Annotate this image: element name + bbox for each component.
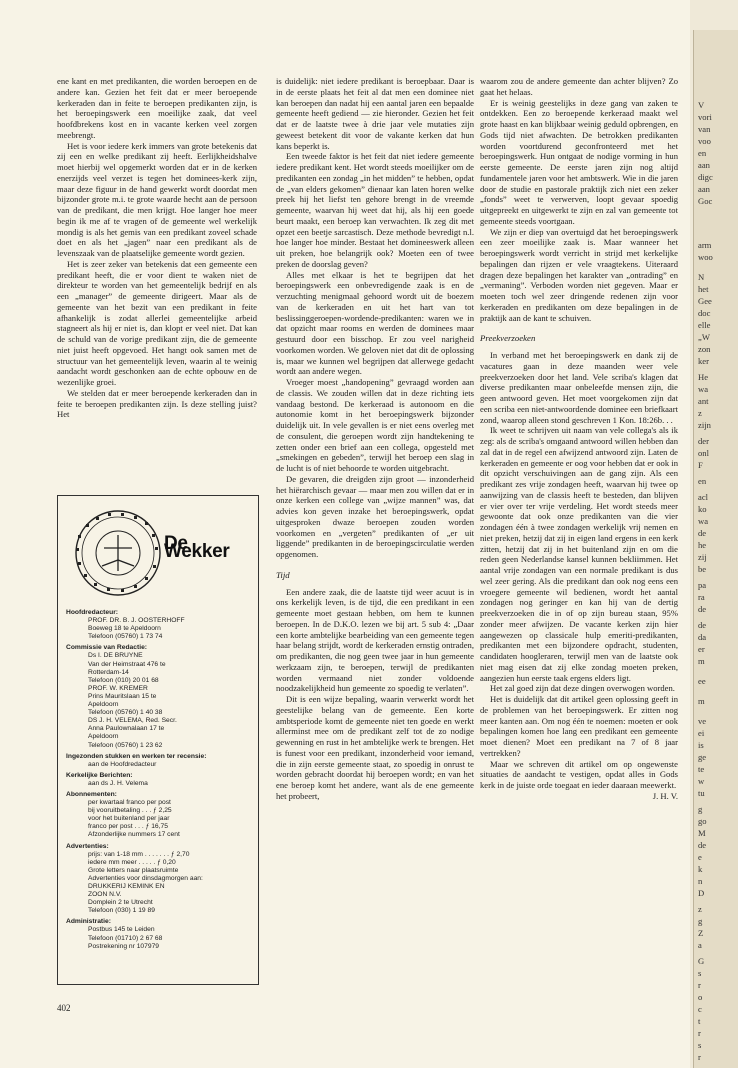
masthead-line: Telefoon (030) 1 19 89 [88,907,155,915]
adjacent-page-fragment: onl [698,448,709,458]
paragraph: De gevaren, die dreigden zijn groot — inzonderheid het hiërarchisch gevaar — maar men zou willen dat er in onze kerken een college van „wijze mannen” was, dat advies kon geven inzake het beroepingswerk, opdat uitgesproken dwaze beroepen zouden worden voorkomen en „vergeten” predikanten of „er uit liggende” predikanten in de beroepingscirculatie werden opgenomen. [276,473,474,559]
adjacent-page-fragment: acl [698,492,709,502]
adjacent-page-fragment: G [698,956,705,966]
masthead-line: Boeweg 18 te Apeldoorn [88,625,161,633]
adjacent-page-fragment: z [698,904,702,914]
adjacent-page-fragment: n [698,876,703,886]
adjacent-page-fragment: a [698,940,702,950]
masthead-line: Telefoon (05760) 1 73 74 [88,633,163,641]
masthead-heading: Commissie van Redactie: [66,644,148,652]
masthead-line: franco per post . . . ƒ 16,75 [88,823,168,831]
masthead-line: PROF. DR. B. J. OOSTERHOFF [88,617,185,625]
masthead-line: PROF. W. KREMER [88,684,148,692]
church-seal-logo [68,508,168,598]
adjacent-page-fragment: aan [698,184,710,194]
adjacent-page-fragment: pa [698,580,707,590]
adjacent-page-fragment: Goc [698,196,713,206]
masthead-line: aan ds J. H. Velema [88,779,148,787]
adjacent-page-fragment: m [698,696,705,706]
paragraph: Een andere zaak, die de laatste tijd weer acuut is in ons kerkelijk leven, is de tijd, die een predikant in een gemeente moet gestaan hebben, om hem te kunnen beroepen. In de D.K.O. lezen we bij art. 5 sub 4: „Daar een korte ambtelijke bearbeiding van een gemeente tegen haar belang strijdt, wordt de kerkeraden ernstig ontraden, om predikanten, die nog geen twee jaar in hun gemeente werkzaam zijn, te beroepen, terwijl de predikanten worden vermaand niet zonder voldoende noodzakelijkheid hun gemeente zo spoedig te verlaten”. [276,586,474,694]
adjacent-page-fragment: tu [698,788,705,798]
masthead-box [57,495,259,985]
adjacent-page-fragment: te [698,764,705,774]
adjacent-page-fragment: V [698,100,705,110]
adjacent-page-fragment: D [698,888,705,898]
adjacent-page-fragment: r [698,980,701,990]
paragraph: Er is weinig geestelijks in deze gang van zaken te ontdekken. Een zo beroepende kerkeraad maakt wel grote haast en kan blijkbaar weinig geduld opbrengen, en Gods tijd niet afwachten. De betrokken predikanten worden voortdurend geconfronteerd met het beroepingswerk. Hun ontgaat de nodige vorming in hun eerste gemeente. De eerste jaren zijn nog altijd fundamentele jaren voor het ambtswerk. Wie in die jaren door de studie en pastorale praktijk zich niet een zeker „fonds” weet te verwerven, loopt gevaar spoedig uitgepreekt en uitgewerkt te zijn en zal van gemeente tot gemeente steeds voortgaan. [480,97,678,226]
adjacent-page-fragment: F [698,460,703,470]
adjacent-page-fragment: elle [698,320,711,330]
adjacent-page-fragment: N [698,272,705,282]
masthead-line: Rotterdam-14 [88,668,129,676]
masthead-line: bij vooruitbetaling . . . ƒ 2,25 [88,807,172,815]
paragraph: is duidelijk: niet iedere predikant is beroepbaar. Daar is in de eerste plaats het feit al dat men een dominee niet kan beroepen dan nadat hij een aantal jaren een bepaalde gemeente heeft gediend — zie hieronder. Gezien het feit dat er de laatste twee à drie jaar vele mutaties zijn geweest betekent dit voor de vakante kerken dat hun kans beperkt is. [276,76,474,151]
adjacent-page-fragment: „W [698,332,710,342]
masthead-heading: Abonnementen: [66,790,117,798]
paragraph: Een tweede faktor is het feit dat niet iedere gemeente iedere predikant kent. Het wordt steeds moeilijker om de predikanten een zondag „in het midden” te hebben, opdat de „van elders gekomen” dienaar kan laten horen welke preek hij het liefst ten gehore brengt in de vreemde gemeente, waarvan hij weet dat hij, als hij een goede beurt maakt, een beroep kan verwachten. Ik zeg dit met opzet een beetje sarcastisch. Deze methode bevredigt n.l. hoe langer hoe minder. Bestaat het domineeswerk alleen uit preken, hoe belangrijk ook? Moeten een of twee preken de doorslag geven? [276,151,474,269]
adjacent-page-fragment: M [698,828,706,838]
masthead-line: Advertenties voor dinsdagmorgen aan: [88,874,203,882]
adjacent-page-fragment: z [698,408,702,418]
masthead-line: Van der Heimstraat 476 te [88,660,166,668]
masthead-heading: Kerkelijke Berichten: [66,771,133,779]
adjacent-page-fragment: digc [698,172,713,182]
adjacent-page-fragment: be [698,564,707,574]
paragraph: Het is voor iedere kerk immers van grote betekenis dat zij een en welke predikant zij heeft. Eerlijkheidshalve moet hierbij wel opgemerkt worden dat er in de kerken enerzijds veel verzet is tegen het dominees-kerk zijn, maar deze figuur in de hand gewerkt wordt doordat men bijzonder grote m.i. te grote waarde hecht aan de persoon van de predikant, die men krijgt. Hoe langer hoe meer begin ik me af te vragen of de gemeente wel werkelijk mondig is als het gemis van een predikant zoveel schade doet en als het „jagen” naar een predikant als de levenszaak van de plaatselijke gemeente wordt gezien. [57,140,257,258]
adjacent-page-fragment: k [698,864,703,874]
paragraph: We zijn er diep van overtuigd dat het beroepingswerk een zeer moeilijke zaak is. Maar wanneer het beroepingswerk wordt verricht in strijd met kerkelijke bepalingen dan rijzen er vele vraagtekens. Uiteraard dragen deze bepalingen het karakter van „ontrading” en „vermaning”. Verboden worden niet gegeven. Maar er moeten toch wel zeer dringende redenen zijn voor kerkeraden en predikanten om deze bepalingen in de praktijk aan de kant te schuiven. [480,226,678,323]
adjacent-page-fragment: w [698,776,705,786]
paragraph: Alles met elkaar is het te begrijpen dat het beroepingswerk een onbevredigende zaak is en de verzuchting menigmaal gehoord wordt uit de boezem van de kerkeraden en uit het hart van tot beslissinggeroepen-wordende-predikanten: waren we in dat opzicht maar rooms en werden de dominees maar gestuurd door een bisschop. Er zou veel narigheid voorkomen worden. We geloven niet dat dit de oplossing is, maar we kunnen wel begrijpen dat allerwege gedacht wordt aan andere wegen. [276,269,474,377]
adjacent-page-fragment: de [698,620,707,630]
masthead-line: per kwartaal franco per post [88,799,171,807]
adjacent-page-fragment: zij [698,552,707,562]
paragraph: Het zal goed zijn dat deze dingen overwogen worden. [490,683,675,694]
adjacent-page-fragment: voo [698,136,711,146]
masthead-line: DRUKKERIJ KEMINK EN [88,883,165,890]
paragraph: Het is duidelijk dat dit artikel geen oplossing geeft in de problemen van het beroepingswerk. Er zitten nog meer kanten aan. Om nog één te noemen: moeten er ook bepalingen komen hoe lang een predikant een gemeente moet dienen? Moet een predikant na 7 of 8 jaar vertrekken? [480,694,678,758]
adjacent-page-fragment: der [698,436,709,446]
masthead-heading: Ingezonden stukken en werken ter recensie: [66,752,207,760]
masthead-line: Postrekening nr 107979 [88,942,160,950]
adjacent-page-fragment: t [698,1016,701,1026]
adjacent-page-fragment: s [698,1040,702,1050]
adjacent-page-fragment: ee [698,676,706,686]
paragraph: ene kant en met predikanten, die worden beroepen en de andere kan. Gezien het feit dat er meer beroepende kerkeraden dan in feite te beroepen predikanten zijn, is het beroepingswerk een moeilijke zaak, dat veel hoofdbrekens kost en in vacante kerken veel zorgen meebrengt. [57,76,257,140]
adjacent-page-fragment: zijn [698,420,711,430]
adjacent-page-fragment: e [698,852,702,862]
masthead-line: Apeldoorn [88,733,119,741]
adjacent-page-fragment: doc [698,308,711,318]
masthead-line: iedere mm meer . . . . . ƒ 0,20 [88,858,176,866]
masthead-line: Telefoon (01710) 2 67 68 [88,934,163,942]
adjacent-page-fragment: wa [698,384,709,394]
masthead-heading: Administratie: [66,918,111,926]
adjacent-page-fragment: ker [698,356,709,366]
masthead-line: Prins Mauritslaan 15 te [88,692,157,700]
page-number: 402 [57,1003,71,1013]
masthead-line: aan de Hoofdredacteur [88,760,157,768]
masthead-line: voor het buitenland per jaar [88,815,170,823]
column-3 [480,76,678,802]
masthead-line: prijs: van 1-18 mm . . . . . . . ƒ 2,70 [88,850,190,858]
masthead-line: Domplein 2 te Utrecht [88,899,153,907]
adjacent-page-fragment: go [698,816,707,826]
adjacent-page-fragment: vori [698,112,712,122]
masthead-line: Postbus 145 te Leiden [88,926,155,934]
masthead-line: Afzonderlijke nummers 17 cent [88,831,180,839]
adjacent-page-edge [693,30,738,1068]
adjacent-page-fragment: o [698,992,703,1002]
adjacent-page-fragment: het [698,284,709,294]
masthead-line: Ds I. DE BRUYNE [88,652,143,660]
adjacent-page-fragment: ant [698,396,709,406]
adjacent-page-fragment: he [698,540,707,550]
adjacent-page-fragment: de [698,840,707,850]
masthead-lines [58,609,258,951]
masthead-line: Apeldoorn [88,701,119,709]
adjacent-page-fragment: He [698,372,709,382]
paragraph: waarom zou de andere gemeente dan achter blijven? Zo gaat het helaas. [480,76,678,97]
masthead-heading: Advertenties: [66,842,109,850]
adjacent-page-fragment: Z [698,928,704,938]
masthead-line: DS J. H. VELEMA, Red. Secr. [88,717,177,725]
adjacent-page-fragment: s [698,968,702,978]
adjacent-page-fragment: en [698,476,707,486]
adjacent-page-fragment: aan [698,160,710,170]
section-heading-tijd: Tijd [276,569,290,580]
adjacent-page-fragment: de [698,604,707,614]
adjacent-page-fragment: er [698,644,705,654]
paragraph: Maar we schreven dit artikel om op ongewenste situaties de aandacht te vestigen, opdat alles in Gods kerk in de juiste orde toegaat en ieder daaraan meewerkt. [480,758,678,790]
masthead-line: Telefoon (05760) 1 40 38 [88,709,163,717]
section-heading-preekverzoeken: Preekverzoeken [480,333,536,344]
adjacent-page-fragment: c [698,1004,702,1014]
column-2 [276,76,474,802]
adjacent-page-fragment: ra [698,592,705,602]
adjacent-page-fragment: woo [698,252,713,262]
paragraph: Dit is een wijze bepaling, waarin verwerkt wordt het geestelijke belang van de gemeente. Een korte ambtsperiode komt de gemeente niet ten goede en werkt allerminst mee om de predikant zelf tot de zo nodige gewenning en rust in het ambtelijke werk te brengen. Het is funest voor een predikant, inzonderheid voor iemand, die in zijn eerste gemeente staat, zo spoedig in onrust te worden gebracht doordat hij beroepen wordt; en van het ene beroep komt het andere, want als de ene gemeente het probeert, [276,694,474,801]
adjacent-page-fragment: g [698,916,703,926]
adjacent-page-fragment: de [698,528,707,538]
masthead-line: Telefoon (010) 20 01 68 [88,676,159,684]
masthead-line: Grote letters naar plaatsruimte [88,866,179,874]
masthead-line: ZOON N.V. [88,891,122,899]
column-1 [57,76,257,420]
adjacent-page-fragment: is [698,740,704,750]
adjacent-page-fragment: Gee [698,296,712,306]
adjacent-page-fragment: da [698,632,707,642]
paragraph: We stelden dat er meer beroepende kerkeraden dan in feite te beroepen predikanten zijn. Is deze stelling juist? Het [57,387,257,420]
adjacent-page-fragment: r [698,1052,701,1062]
author-signature: J. H. V. [652,790,678,801]
paragraph: Vroeger moest „handopening” gevraagd worden aan de classis. We zouden willen dat in deze richting iets vandaag bestond. De kerkeraad is autonoom en die autonomie komt in het beroepingswerk bijzonder duidelijk uit. In vele gevallen is er niet eens overleg met de consulent, die geroepen wordt zijn handtekening te zetten onder een brief aan een collega, opgesteld met „smekingen en gebeden”, terwijl het beroep een slag in de lucht is of niet behoorde te worden uitgebracht. [276,377,474,473]
adjacent-page-fragment: zon [698,344,711,354]
adjacent-page-fragment: ge [698,752,707,762]
paragraph: In verband met het beroepingswerk en dank zij de vacatures gaan in deze maanden weer vele preekverzoeken door het land. Vele scriba's klagen dat diverse predikanten maar onbeleefde mensen zijn, die geen antwoord geven. Het moet voorgekomen zijn dat een scriba een niet-antwoordende dominee een briefkaart zond, waarop alleen stond geschreven 1 Kon. 18:26b. . . [480,350,678,425]
masthead-line: Anna Paulownalaan 17 te [88,725,165,733]
paragraph: Het is zeer zeker van betekenis dat een gemeente een predikant heeft, die er voor dient te waken niet de direkteur te worden van het gemeentelijk bedrijf en als een „manager” de gemeente dirigeert. Maar als de gemeente van het bezit van een predikant in feite afhankelijk is zodat allerlei gemeentelijke arbeid stagneert als hij er niet is, dan klopt er veel niet. Dat kan de schuld van de vorige predikant zijn, die de gemeente niet juist heeft opgevoed. Het hangt ook samen met de structuur van het gemeentelijk leven, waarin al te weinig aandacht wordt geschonken aan de echte opbouw en de wezenlijke groei. [57,258,257,387]
adjacent-page-fragment: en [698,148,707,158]
adjacent-page-fragment: arm [698,240,712,250]
paragraph: Ik weet te schrijven uit naam van vele collega's als ik zeg: als de scriba's omgaand antwoord willen hebben dan zal dat in de regel een afwijzend antwoord zijn. Laten de kerkeraden en gemeente er oog voor hebben dat er ook in dit opzicht verschuivingen aan de gang zijn. Als een predikant zes vrije zondagen heeft, waarvan hij twee op aanwijzing van de classis heeft te besteden, dan blijven er vier over ter vrije verdeling. Het wordt steeds meer gewoonte dat ook onze predikanten van die vier zondagen één à twee zondagen werkelijk vrij nemen en niet preken, hetzij dat zij in eigen land ergens in een kerk zitten, hetzij dat zij in het buitenland zijn en om die reden geen Nederlandse kansel kunnen bekliimmen. Het aantal vrije zondagen van een normale predikant is dus wel zeer gering. Als die predikant dan ook nog eens een vroegere gemeente wil bedienen, wordt het aantal zondagen nog geringer en kan hij van de dertig preekverzoeken die in of op zijn bureau staan, 95% zonder meer afwijzen. De vacante kerken zijn hier aangewezen op classicale hulp emeriti-predikanten, predikanten met een bijzondere opdracht, studenten, candidaten hoogleraren, terwijl men van de laatste ook niet mag eisen dat zij elke zondag moeten preken, aangezien hun eerste taak ergens elders ligt. [480,425,678,683]
adjacent-page-fragment: m [698,656,705,666]
masthead-line: Telefoon (05760) 1 23 62 [88,741,163,749]
masthead-logo-row [58,496,258,606]
adjacent-page-fragment: ve [698,716,707,726]
adjacent-page-fragment: ei [698,728,705,738]
adjacent-page-fragment: ko [698,504,707,514]
adjacent-page-fragment: g [698,804,703,814]
adjacent-page-fragment: r [698,1028,701,1038]
masthead-title: De Wekker [164,533,230,563]
masthead-heading: Hoofdredacteur: [66,609,119,616]
adjacent-page-fragment: wa [698,516,709,526]
adjacent-page-fragment: van [698,124,711,134]
